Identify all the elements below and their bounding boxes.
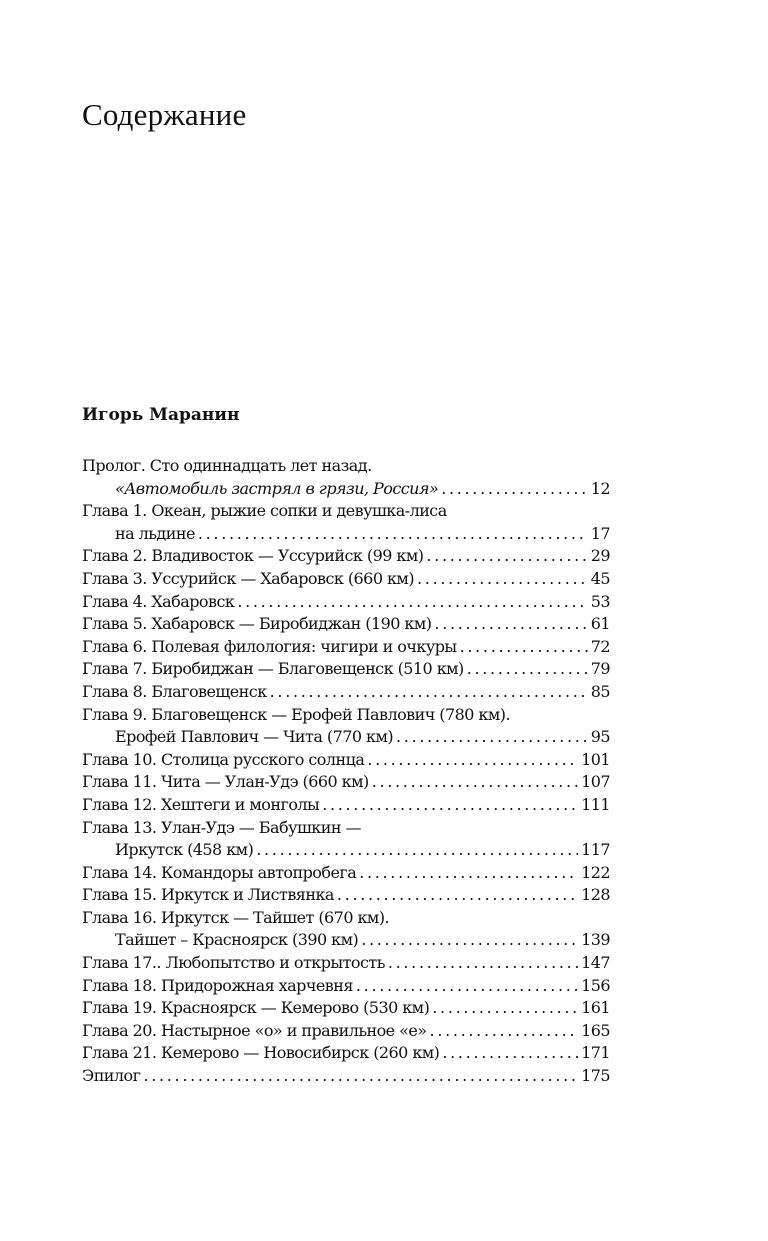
toc-entry-title: Пролог. Сто одиннадцать лет назад. [82,456,372,475]
toc-entry-page-number: 101 [581,749,610,769]
dot-leader [396,726,588,749]
toc-entry-title: Глава 10. Столица русского солнца [82,749,365,769]
dot-leader [388,952,578,975]
toc-entry [82,1042,610,1065]
dot-leader [372,771,578,794]
toc-entry-page-number: 122 [581,862,610,882]
toc-entry [82,455,610,478]
toc-entry-title: Глава 6. Полевая филология: чигири и очкуры [82,636,457,656]
toc-entry-page-number: 171 [581,1043,610,1063]
toc-entry [82,591,610,614]
toc-entry-title: Глава 21. Кемерово — Новосибирск (260 км) [82,1043,440,1063]
table-of-contents [82,455,610,1088]
dot-leader [237,591,587,614]
toc-entry [82,907,610,930]
page-title: Содержание [82,97,247,132]
dot-leader [361,929,578,952]
author-name: Игорь Маранин [82,405,240,425]
dot-leader [270,681,588,704]
toc-entry-page-number: 156 [581,975,610,995]
toc-entry [82,952,610,975]
toc-entry [82,997,610,1020]
toc-entry-page-number: 175 [581,1066,610,1086]
toc-entry [82,839,610,862]
dot-leader [430,1020,579,1043]
toc-entry [82,929,610,952]
toc-entry [82,500,610,523]
toc-entry-page-number: 111 [581,794,610,814]
toc-entry [82,1065,610,1088]
toc-entry [82,523,610,546]
toc-entry-title: Глава 5. Хабаровск — Биробиджан (190 км) [82,614,432,634]
toc-entry-title: Глава 4. Хабаровск [82,591,235,611]
toc-entry [82,862,610,885]
toc-entry-title: Глава 19. Красноярск — Кемерово (530 км) [82,998,430,1018]
dot-leader [467,658,588,681]
dot-leader [359,862,578,885]
toc-entry [82,658,610,681]
toc-entry-title: Глава 12. Хештеги и монголы [82,794,320,814]
toc-entry-title: Глава 3. Уссурийск — Хабаровск (660 км) [82,568,415,588]
toc-entry [82,794,610,817]
toc-entry [82,704,610,727]
toc-entry-page-number: 147 [581,953,610,973]
toc-entry-title: Глава 1. Океан, рыжие сопки и девушка-лиса [82,501,447,521]
toc-entry [82,613,610,636]
dot-leader [356,975,578,998]
toc-entry-page-number: 45 [590,568,610,588]
toc-entry-page-number: 17 [590,523,610,543]
toc-entry-page-number: 53 [590,591,610,611]
toc-entry-title: на льдине [115,523,195,543]
toc-entry-page-number: 161 [581,998,610,1018]
dot-leader [367,749,578,772]
toc-entry-title: Иркутск (458 км) [115,840,254,860]
toc-entry-page-number: 72 [590,636,610,656]
dot-leader [143,1065,578,1088]
dot-leader [256,839,578,862]
toc-entry-title: Глава 11. Чита — Улан-Удэ (660 км) [82,772,369,792]
toc-entry [82,771,610,794]
toc-entry-page-number: 85 [590,681,610,701]
toc-entry [82,478,610,501]
toc-entry-title: Эпилог [82,1066,141,1086]
toc-entry-title: Глава 8. Благовещенск [82,681,267,701]
toc-entry [82,817,610,840]
toc-entry-title: Ерофей Павлович — Чита (770 км) [115,727,394,747]
toc-entry [82,636,610,659]
toc-entry [82,545,610,568]
toc-entry-page-number: 79 [590,659,610,679]
toc-entry-page-number: 107 [581,772,610,792]
toc-entry-page-number: 29 [590,546,610,566]
dot-leader [417,568,588,591]
toc-entry-title: Глава 2. Владивосток — Уссурийск (99 км) [82,546,424,566]
toc-entry [82,975,610,998]
dot-leader [460,636,588,659]
toc-entry-title: «Автомобиль застрял в грязи, Россия» [115,478,439,498]
toc-entry [82,884,610,907]
dot-leader [442,1042,578,1065]
dot-leader [198,523,588,546]
toc-entry-title: Тайшет – Красноярск (390 км) [115,930,359,950]
dot-leader [434,613,587,636]
dot-leader [322,794,578,817]
toc-entry-page-number: 165 [581,1020,610,1040]
dot-leader [432,997,578,1020]
toc-entry-page-number: 117 [581,840,610,860]
toc-entry-page-number: 12 [590,478,610,498]
toc-entry-title: Глава 15. Иркутск и Листвянка [82,885,334,905]
dot-leader [426,545,587,568]
toc-entry-page-number: 128 [581,885,610,905]
toc-entry-page-number: 139 [581,930,610,950]
toc-entry [82,726,610,749]
toc-entry-title: Глава 14. Командоры автопробега [82,862,357,882]
toc-entry [82,1020,610,1043]
toc-entry-title: Глава 9. Благовещенск — Ерофей Павлович (780 км). [82,704,510,724]
toc-entry [82,749,610,772]
toc-entry [82,681,610,704]
dot-leader [441,478,588,501]
toc-entry-title: Глава 13. Улан-Удэ — Бабушкин — [82,817,361,837]
toc-entry [82,568,610,591]
toc-entry-title: Глава 18. Придорожная харчевня [82,975,353,995]
toc-entry-title: Глава 17.. Любопытство и открытость [82,953,385,973]
toc-entry-title: Глава 7. Биробиджан — Благовещенск (510 км) [82,659,464,679]
toc-entry-title: Глава 16. Иркутск — Тайшет (670 км). [82,907,390,927]
toc-entry-page-number: 61 [590,614,610,634]
toc-entry-title: Глава 20. Настырное «о» и правильное «е» [82,1020,427,1040]
dot-leader [337,884,578,907]
toc-entry-page-number: 95 [590,727,610,747]
